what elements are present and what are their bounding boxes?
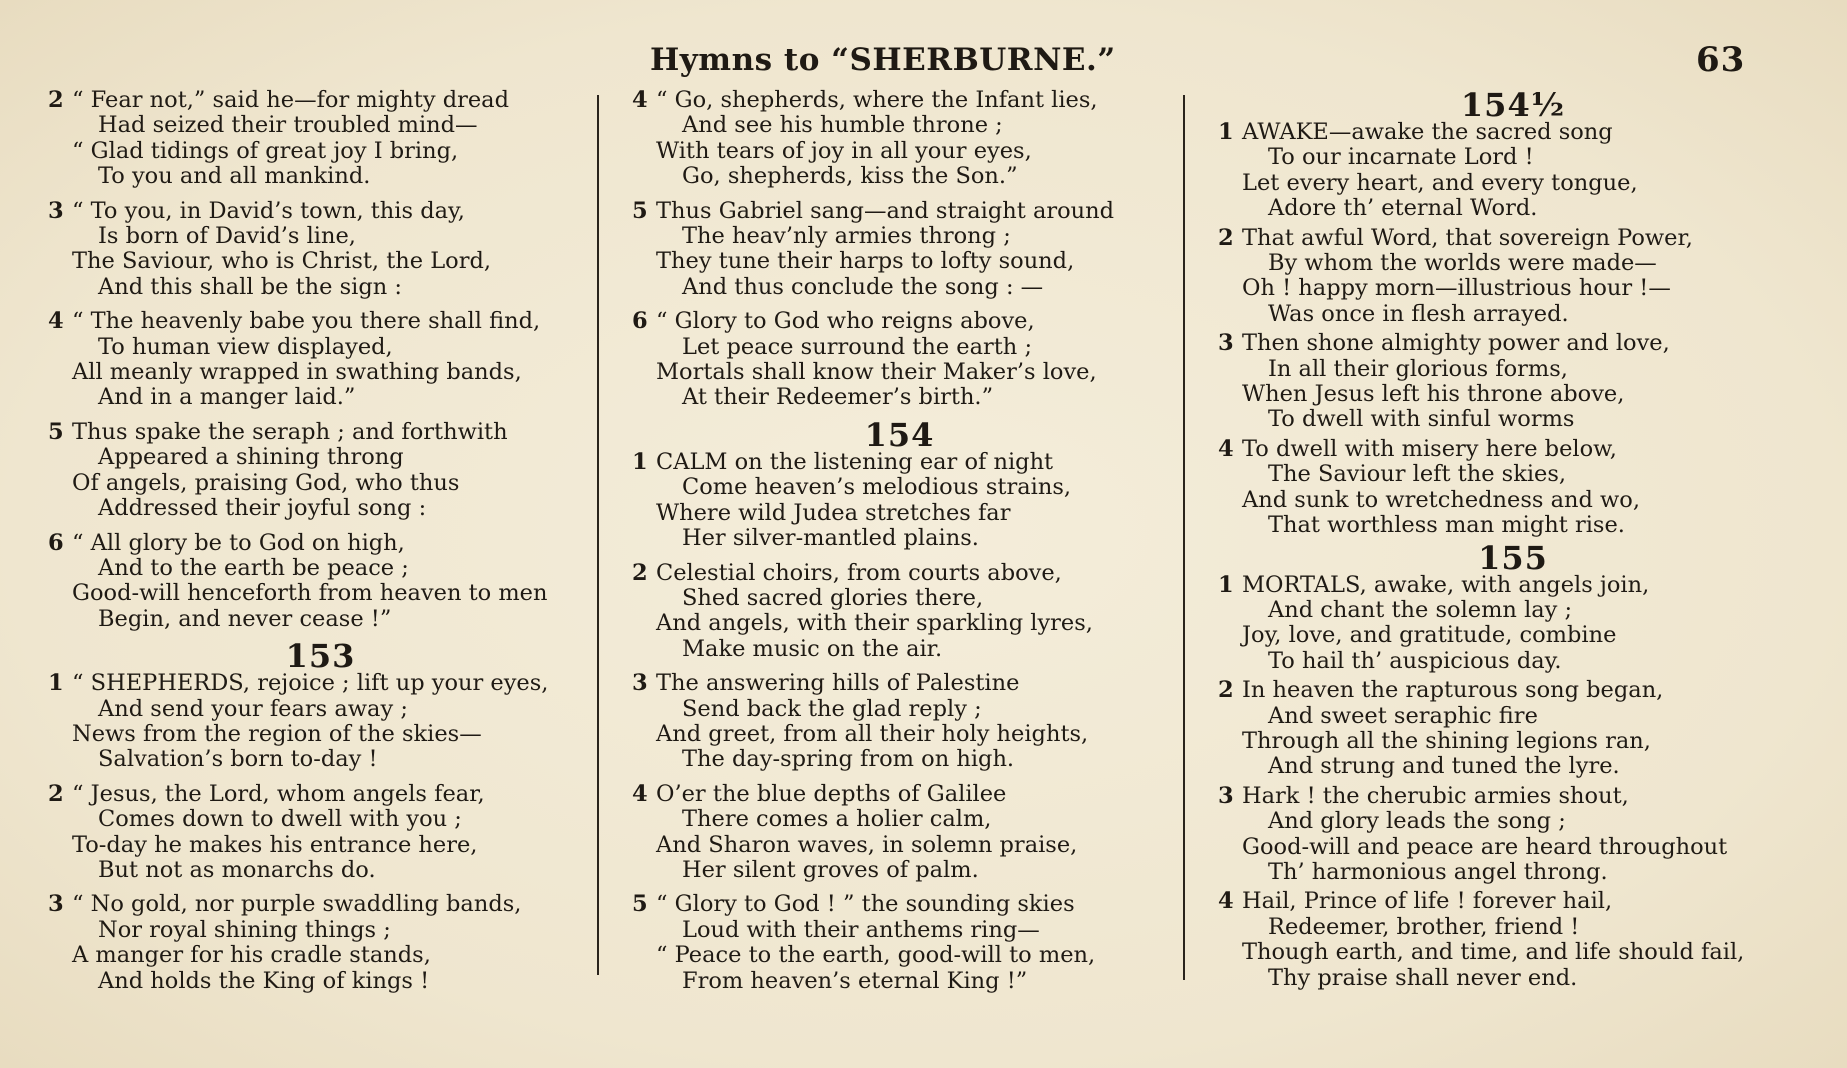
stanza — [48, 892, 593, 994]
verse-line — [48, 139, 593, 164]
verse-line — [632, 164, 1167, 189]
verse-line — [48, 113, 593, 138]
verse-text: Where wild Judea stretches far — [656, 499, 1011, 526]
verse-text: Let every heart, and every tongue, — [1242, 169, 1638, 196]
verse-line — [48, 531, 593, 556]
stanza-number: 4 — [48, 308, 64, 335]
verse-text: Good-will and peace are heard throughout — [1242, 833, 1728, 860]
verse-line — [48, 697, 593, 722]
verse-text: “ Glad tidings of great joy I bring, — [72, 137, 459, 164]
verse-line — [632, 249, 1167, 274]
verse-text: Good-will henceforth from heaven to men — [72, 580, 548, 607]
verse-line — [632, 892, 1167, 917]
verse-line — [1218, 171, 1808, 196]
verse-text: “ The heavenly babe you there shall find, — [72, 308, 541, 335]
verse-text: To dwell with sinful worms — [1268, 406, 1575, 433]
stanza-number: 6 — [632, 308, 648, 335]
stanza-number: 2 — [1218, 224, 1234, 251]
verse-line — [48, 224, 593, 249]
verse-line — [632, 722, 1167, 747]
stanza-number: 3 — [1218, 330, 1234, 357]
stanza-number: 2 — [632, 559, 648, 586]
stanza — [1218, 437, 1808, 539]
verse-line — [48, 858, 593, 883]
verse-line — [48, 918, 593, 943]
verse-line — [632, 475, 1167, 500]
verse-text: Thy praise shall never end. — [1268, 964, 1578, 991]
stanza-number: 3 — [632, 670, 648, 697]
verse-line — [1218, 678, 1808, 703]
verse-text: Shed sacred glories there, — [682, 584, 984, 611]
verse-line — [632, 561, 1167, 586]
verse-text: Of angels, praising God, who thus — [72, 469, 460, 496]
verse-line — [1218, 251, 1808, 276]
verse-text: The day-spring from on high. — [682, 746, 1015, 773]
verse-text: Loud with their anthems ring— — [682, 916, 1040, 943]
verse-line — [632, 918, 1167, 943]
stanza — [632, 782, 1167, 884]
verse-line — [1218, 226, 1808, 251]
verse-line — [48, 722, 593, 747]
verse-line — [48, 249, 593, 274]
verse-line — [632, 385, 1167, 410]
verse-line — [632, 501, 1167, 526]
column-middle — [632, 88, 1167, 1003]
verse-line — [632, 858, 1167, 883]
verse-line — [1218, 196, 1808, 221]
verse-line — [632, 275, 1167, 300]
verse-line — [1218, 462, 1808, 487]
verse-text: And Sharon waves, in solemn praise, — [656, 831, 1078, 858]
verse-line — [48, 607, 593, 632]
verse-line — [632, 697, 1167, 722]
verse-text: And see his humble throne ; — [682, 112, 1003, 139]
verse-line — [632, 224, 1167, 249]
verse-line — [48, 747, 593, 772]
verse-line — [632, 969, 1167, 994]
verse-line — [632, 360, 1167, 385]
verse-line — [1218, 889, 1808, 914]
verse-text: “ Jesus, the Lord, whom angels fear, — [72, 780, 485, 807]
verse-line — [48, 496, 593, 521]
verse-text: Comes down to dwell with you ; — [98, 806, 462, 833]
verse-line — [1218, 940, 1808, 965]
verse-text: And angels, with their sparkling lyres, — [656, 610, 1093, 637]
verse-text: And this shall be the sign : — [98, 273, 402, 300]
stanza — [1218, 331, 1808, 433]
verse-text: And chant the solemn lay ; — [1268, 596, 1573, 623]
running-head: Hymns to “SHERBURNE.” — [650, 42, 1116, 78]
verse-text: Salvation’s born to-day ! — [98, 746, 378, 773]
verse-line — [48, 309, 593, 334]
verse-text: MORTALS, awake, with angels join, — [1242, 571, 1650, 598]
stanza — [632, 671, 1167, 773]
stanza — [632, 309, 1167, 411]
verse-line — [48, 164, 593, 189]
verse-line — [48, 581, 593, 606]
verse-text: The Saviour, who is Christ, the Lord, — [72, 248, 492, 275]
verse-line — [1218, 488, 1808, 513]
verse-line — [48, 199, 593, 224]
verse-text: “ Glory to God ! ” the sounding skies — [656, 891, 1075, 918]
stanza-number: 5 — [632, 197, 648, 224]
verse-text: Addressed their joyful song : — [98, 495, 427, 522]
verse-text: And greet, from all their holy heights, — [656, 720, 1089, 747]
verse-text: Her silent groves of palm. — [682, 856, 979, 883]
verse-line — [1218, 276, 1808, 301]
verse-text: Nor royal shining things ; — [98, 916, 391, 943]
stanza — [1218, 889, 1808, 991]
verse-line — [632, 671, 1167, 696]
verse-line — [48, 335, 593, 360]
verse-text: “ Peace to the earth, good-will to men, — [656, 942, 1096, 969]
verse-line — [632, 199, 1167, 224]
verse-text: Appeared a shining throng — [98, 444, 404, 471]
verse-text: A manger for his cradle stands, — [72, 942, 431, 969]
stanza — [48, 671, 593, 773]
verse-text: Had seized their troubled mind— — [98, 112, 478, 139]
verse-line — [632, 113, 1167, 138]
verse-text: Thus Gabriel sang—and straight around — [656, 197, 1115, 224]
verse-line — [48, 471, 593, 496]
verse-text: News from the region of the skies— — [72, 720, 482, 747]
stanza-number: 5 — [632, 891, 648, 918]
verse-line — [632, 747, 1167, 772]
hymn-number: 154 — [864, 415, 935, 454]
verse-text: They tune their harps to lofty sound, — [656, 248, 1075, 275]
verse-line — [1218, 331, 1808, 356]
verse-text: From heaven’s eternal King !” — [682, 967, 1028, 994]
verse-text: Redeemer, brother, friend ! — [1268, 913, 1580, 940]
verse-text: Adore th’ eternal Word. — [1268, 195, 1538, 222]
verse-text: O’er the blue depths of Galilee — [656, 780, 1007, 807]
verse-text: The heav’nly armies throng ; — [682, 223, 1011, 250]
verse-line — [632, 526, 1167, 551]
verse-text: Hark ! the cherubic armies shout, — [1242, 782, 1629, 809]
stanza-number: 4 — [632, 87, 648, 113]
stanza — [632, 450, 1167, 552]
verse-text: AWAKE—awake the sacred song — [1242, 119, 1613, 145]
hymn-number: 153 — [285, 637, 356, 676]
stanza — [1218, 226, 1808, 328]
verse-text: Hail, Prince of life ! forever hail, — [1242, 888, 1613, 915]
verse-line — [632, 586, 1167, 611]
stanza — [1218, 678, 1808, 780]
verse-text: Though earth, and time, and life should fail, — [1242, 939, 1745, 966]
verse-text: In heaven the rapturous song began, — [1242, 677, 1664, 704]
verse-line — [1218, 382, 1808, 407]
stanza-number: 2 — [48, 87, 64, 113]
verse-text: Mortals shall know their Maker’s love, — [656, 359, 1097, 386]
verse-line — [48, 275, 593, 300]
verse-line — [1218, 623, 1808, 648]
verse-text: To you and all mankind. — [98, 163, 371, 190]
verse-text: Her silver-mantled plains. — [682, 525, 979, 552]
verse-line — [1218, 407, 1808, 432]
page-number: 63 — [1696, 40, 1746, 80]
verse-line — [1218, 513, 1808, 538]
stanza — [632, 892, 1167, 994]
verse-line — [1218, 860, 1808, 885]
verse-line — [632, 807, 1167, 832]
verse-text: Through all the shining legions ran, — [1242, 727, 1651, 754]
verse-text: In all their glorious forms, — [1268, 355, 1568, 382]
stanza-number: 4 — [632, 780, 648, 807]
stanza — [48, 531, 593, 633]
stanza — [632, 199, 1167, 301]
verse-line — [1218, 145, 1808, 170]
verse-text: To our incarnate Lord ! — [1268, 144, 1534, 171]
verse-text: But not as monarchs do. — [98, 856, 376, 883]
column-divider — [1183, 95, 1185, 980]
stanza-number: 3 — [48, 891, 64, 918]
verse-text: The answering hills of Palestine — [656, 670, 1020, 697]
verse-text: And holds the King of kings ! — [98, 967, 430, 994]
verse-line — [48, 833, 593, 858]
verse-line — [48, 385, 593, 410]
verse-line — [1218, 437, 1808, 462]
verse-text: Send back the glad reply ; — [682, 695, 982, 722]
verse-text: “ Go, shepherds, where the Infant lies, — [656, 87, 1098, 113]
stanza-number: 2 — [48, 780, 64, 807]
verse-text: All meanly wrapped in swathing bands, — [72, 359, 522, 386]
stanza-number: 5 — [48, 418, 64, 445]
stanza — [1218, 573, 1808, 675]
verse-text: Oh ! happy morn—illustrious hour !— — [1242, 275, 1671, 302]
verse-text: Celestial choirs, from courts above, — [656, 559, 1062, 586]
stanza-number: 4 — [1218, 435, 1234, 462]
verse-text: That awful Word, that sovereign Power, — [1242, 224, 1693, 251]
verse-line — [1218, 966, 1808, 991]
stanza — [48, 782, 593, 884]
verse-line — [48, 420, 593, 445]
verse-text: Was once in flesh arrayed. — [1268, 300, 1569, 327]
stanza-number: 1 — [632, 448, 648, 475]
stanza — [48, 420, 593, 522]
verse-text: “ Glory to God who reigns above, — [656, 308, 1035, 335]
verse-text: When Jesus left his throne above, — [1242, 381, 1625, 408]
verse-text: To-day he makes his entrance here, — [72, 831, 478, 858]
verse-text: “ SHEPHERDS, rejoice ; lift up your eyes, — [72, 670, 549, 697]
verse-line — [1218, 915, 1808, 940]
verse-text: Then shone almighty power and love, — [1242, 330, 1670, 357]
verse-line — [1218, 729, 1808, 754]
column-left — [48, 88, 593, 1003]
stanza-number: 3 — [1218, 782, 1234, 809]
verse-line — [1218, 835, 1808, 860]
verse-line — [632, 88, 1167, 113]
verse-line — [1218, 598, 1808, 623]
column-right — [1218, 88, 1808, 995]
verse-text: The Saviour left the skies, — [1268, 461, 1567, 488]
verse-text: Go, shepherds, kiss the Son.” — [682, 163, 1018, 190]
stanza — [48, 199, 593, 301]
verse-text: And send your fears away ; — [98, 695, 408, 722]
hymn-number: 154½ — [1460, 86, 1566, 124]
verse-line — [632, 943, 1167, 968]
verse-text: Is born of David’s line, — [98, 223, 356, 250]
verse-text: To hail th’ auspicious day. — [1268, 647, 1562, 674]
stanza-number: 3 — [48, 197, 64, 224]
verse-text: There comes a holier calm, — [682, 806, 992, 833]
stanza — [48, 88, 593, 190]
verse-line — [48, 892, 593, 917]
verse-line — [632, 611, 1167, 636]
verse-line — [48, 969, 593, 994]
verse-line — [48, 782, 593, 807]
stanza — [1218, 120, 1808, 222]
verse-text: “ All glory be to God on high, — [72, 529, 405, 556]
verse-text: To dwell with misery here below, — [1242, 435, 1617, 462]
verse-text: And sweet seraphic fire — [1268, 702, 1538, 729]
verse-line — [632, 335, 1167, 360]
verse-text: And in a manger laid.” — [98, 384, 356, 411]
verse-line — [48, 445, 593, 470]
stanza — [1218, 784, 1808, 886]
verse-line — [48, 88, 593, 113]
verse-line — [632, 782, 1167, 807]
stanza-number: 1 — [48, 670, 64, 697]
verse-line — [1218, 649, 1808, 674]
verse-line — [1218, 784, 1808, 809]
verse-line — [1218, 704, 1808, 729]
hymn-number: 155 — [1478, 538, 1548, 577]
stanza — [632, 88, 1167, 190]
verse-line — [48, 556, 593, 581]
verse-text: Begin, and never cease !” — [98, 605, 392, 632]
verse-text: At their Redeemer’s birth.” — [682, 384, 994, 411]
verse-text: To human view displayed, — [98, 333, 393, 360]
verse-text: And glory leads the song ; — [1268, 808, 1566, 835]
verse-text: With tears of joy in all your eyes, — [656, 137, 1032, 164]
verse-text: Th’ harmonious angel throng. — [1268, 858, 1608, 885]
verse-text: Let peace surround the earth ; — [682, 333, 1033, 360]
verse-line — [1218, 120, 1808, 145]
verse-line — [1218, 357, 1808, 382]
verse-text: Come heaven’s melodious strains, — [682, 474, 1072, 501]
verse-text: “ Fear not,” said he—for mighty dread — [72, 87, 509, 113]
verse-text: CALM on the listening ear of night — [656, 448, 1054, 475]
verse-line — [1218, 754, 1808, 779]
verse-text: Make music on the air. — [682, 635, 943, 662]
verse-text: By whom the worlds were made— — [1268, 250, 1657, 277]
stanza-number: 4 — [1218, 888, 1234, 915]
verse-line — [632, 450, 1167, 475]
verse-line — [1218, 809, 1808, 834]
verse-line — [1218, 302, 1808, 327]
stanza-number: 6 — [48, 529, 64, 556]
verse-line — [632, 309, 1167, 334]
verse-text: And sunk to wretchedness and wo, — [1242, 486, 1641, 513]
verse-text: “ To you, in David’s town, this day, — [72, 197, 465, 224]
stanza-number: 2 — [1218, 677, 1234, 704]
verse-line — [48, 360, 593, 385]
verse-text: That worthless man might rise. — [1268, 512, 1625, 539]
column-divider — [597, 95, 599, 975]
verse-text: Joy, love, and gratitude, combine — [1242, 622, 1617, 649]
verse-text: And thus conclude the song : — — [682, 273, 1044, 300]
verse-text: “ No gold, nor purple swaddling bands, — [72, 891, 522, 918]
stanza — [48, 309, 593, 411]
verse-line — [1218, 573, 1808, 598]
stanza-number: 1 — [1218, 571, 1234, 598]
verse-line — [48, 807, 593, 832]
verse-line — [632, 833, 1167, 858]
verse-line — [48, 671, 593, 696]
stanza — [632, 561, 1167, 663]
verse-text: Thus spake the seraph ; and forthwith — [72, 418, 508, 445]
verse-text: And strung and tuned the lyre. — [1268, 753, 1620, 780]
verse-text: And to the earth be peace ; — [98, 554, 409, 581]
verse-line — [48, 943, 593, 968]
verse-line — [632, 637, 1167, 662]
stanza-number: 1 — [1218, 119, 1234, 145]
verse-line — [632, 139, 1167, 164]
